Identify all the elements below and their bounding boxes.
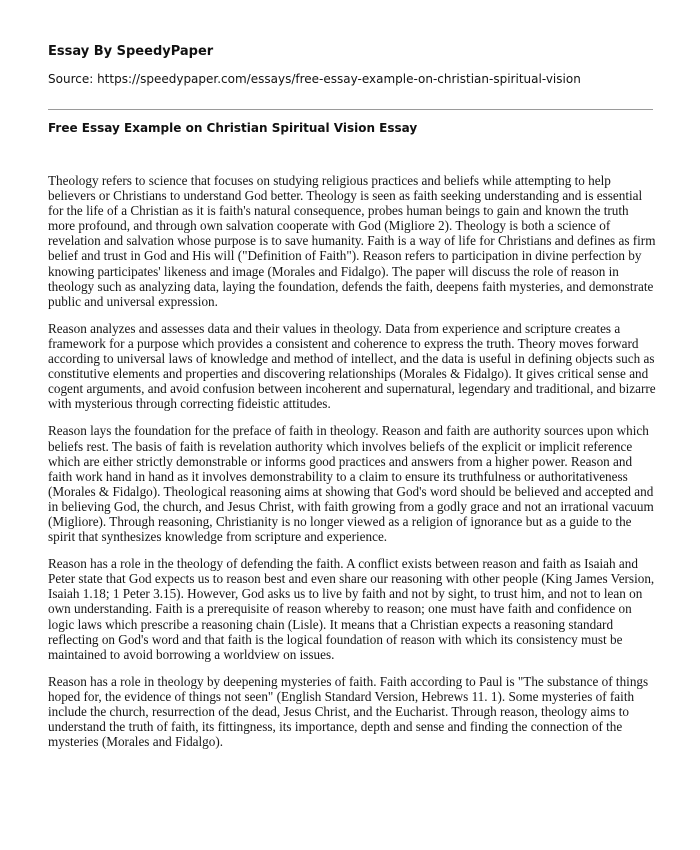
- document-brand: Essay By SpeedyPaper: [48, 44, 214, 59]
- essay-paragraph: Reason has a role in the theology of defending the faith. A conflict exists between reason and faith as Isaiah and Peter state that God expects us to reason best and even share our reasoning with other people (King James Version, Isaiah 1.18; 1 Peter 3.15). However, God asks us to live by faith and not by sight, to trust him, and not to lean on own understanding. Faith is a prerequisite of reason whereby to reason; one must have faith and confidence on logic laws which prescribe a reasoning chain (Lisle). It means that a Christian expects a reasoning standard reflecting on God's word and that faith is the logical foundation of reason with which its consistency must be maintained to avoid borrowing a worldview on issues.: [48, 556, 655, 662]
- essay-paragraph: Reason lays the foundation for the preface of faith in theology. Reason and faith are authority sources upon which beliefs rest. The basis of faith is revelation authority which involves beliefs of the explicit or implicit reference which are either strictly demonstrable or informs good practices and answers from a higher power. Reason and faith work hand in hand as it involves demonstrability to a claim to ensure its truthfulness or authoritativeness (Morales & Fidalgo). Theological reasoning aims at showing that God's word should be believed and accepted and in believing God, the church, and Jesus Christ, with faith growing from a godly grace and not an irrational vacuum (Migliore). Through reasoning, Christianity is no longer viewed as a religion of ignorance but as a guide to the spirit that synthesizes knowledge from scripture and experience.: [48, 423, 654, 545]
- header-divider: [48, 109, 653, 110]
- essay-title: Free Essay Example on Christian Spiritual Vision Essay: [48, 121, 418, 135]
- essay-body: [48, 173, 658, 761]
- essay-paragraph: Reason analyzes and assesses data and their values in theology. Data from experience and scripture creates a framework for a purpose which provides a consistent and coherence to express the truth. Theory moves forward according to universal laws of knowledge and method of intellect, and the data is useful in defining objects such as constitutive elements and properties and discovering relationships (Morales & Fidalgo). It gives critical sense and cogent arguments, and avoid confusion between incoherent and supernatural, legendary and traditional, and bizarre with mysterious through correcting fideistic attitudes.: [48, 320, 656, 412]
- document-source: Source: https://speedypaper.com/essays/free-essay-example-on-christian-spiritual-vision: [48, 72, 581, 86]
- essay-paragraph: Theology refers to science that focuses on studying religious practices and beliefs while attempting to help believers or Christians to understand God better. Theology is seen as faith seeking understanding and is essential for the life of a Christian as it is faith's natural consequence, probes human beings to gain and known the truth more profound, and through own salvation cooperate with God (Migliore 2). Theology is both a science of revelation and salvation whose purpose is to save humanity. Faith is a way of life for Christians and defines as firm belief and trust in God and His will ("Definition of Faith"). Reason refers to participation in divine perfection by knowing participates' likeness and image (Morales and Fidalgo). The paper will discuss the role of reason in theology such as analyzing data, laying the foundation, defends the faith, deepens faith mysteries, and demonstrate public and universal expression.: [48, 173, 656, 309]
- essay-paragraph: Reason has a role in theology by deepening mysteries of faith. Faith according to Paul is "The substance of things hoped for, the evidence of things not seen" (English Standard Version, Hebrews 11. 1). Some mysteries of faith include the church, resurrection of the dead, Jesus Christ, and the Eucharist. Through reason, theology aims to understand the truth of faith, its fittingness, its importance, depth and sense and finding the connection of the mysteries (Morales and Fidalgo).: [48, 673, 649, 750]
